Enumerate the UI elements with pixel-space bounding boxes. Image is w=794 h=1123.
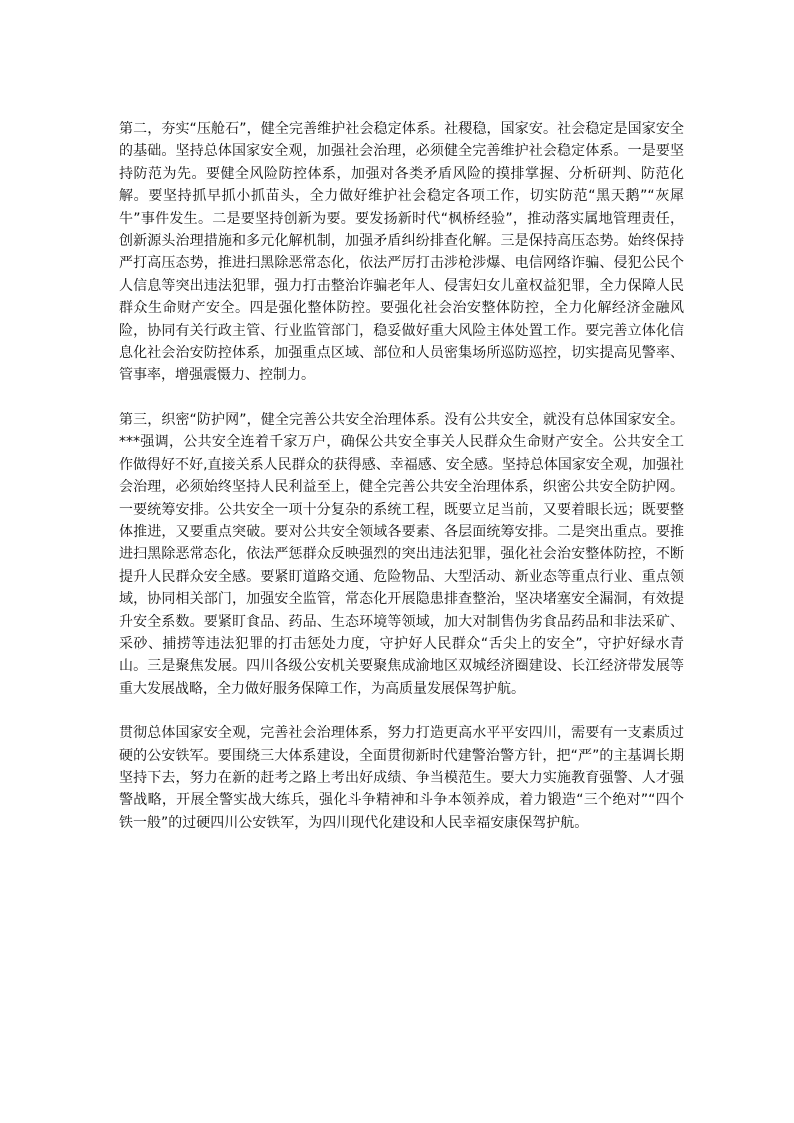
paragraph-social-stability: 第二，夯实“压舱石”，健全完善维护社会稳定体系。社稷稳，国家安。社会稳定是国家安全的基础。坚持总体国家安全观，加强社会治理，必须健全完善维护社会稳定体系。一是要坚持防范为先。要健全风险防控体系，加强对各类矛盾风险的摸排掌握、分析研判、防范化解。要坚持抓早抓小抓苗头，全力做好维护社会稳定各项工作，切实防范“黑天鹅”“灰犀牛”事件发生。二是要坚持创新为要。要发扬新时代“枫桥经验”，推动落实属地管理责任，创新源头治理措施和多元化解机制，加强矛盾纠纷排查化解。三是保持高压态势。始终保持严打高压态势，推进扫黑除恶常态化，依法严厉打击涉枪涉爆、电信网络诈骗、侵犯公民个人信息等突出违法犯罪，强力打击整治诈骗老年人、侵害妇女儿童权益犯罪，全力保障人民群众生命财产安全。四是强化整体防控。要强化社会治安整体防控，全力化解经济金融风险，协同有关行政主管、行业监管部门，稳妥做好重大风险主体处置工作。要完善立体化信息化社会治安防控体系，加强重点区域、部位和人员密集场所巡防巡控，切实提高见警率、管事率，增强震慑力、控制力。 bbox=[119, 121, 684, 384]
paragraph-public-safety: 第三，织密“防护网”，健全完善公共安全治理体系。没有公共安全，就没有总体国家安全。***强调，公共安全连着千家万户，确保公共安全事关人民群众生命财产安全。公共安全工作做得好不好,直接关系人民群众的获得感、幸福感、安全感。坚持总体国家安全观，加强社会治理，必须始终坚持人民利益至上，健全完善公共安全治理体系，织密公共安全防护网。一要统筹安排。公共安全一项十分复杂的系统工程，既要立足当前，又要着眼长远；既要整体推进，又要重点突破。要对公共安全领域各要素、各层面统筹安排。二是突出重点。要推进扫黑除恶常态化，依法严惩群众反映强烈的突出违法犯罪，强化社会治安整体防控，不断提升人民群众安全感。要紧盯道路交通、危险物品、大型活动、新业态等重点行业、重点领域，协同相关部门，加强安全监管，常态化开展隐患排查整治，坚决堵塞安全漏洞，有效提升安全系数。要紧盯食品、药品、生态环境等领域，加大对制售伪劣食品药品和非法采矿、采砂、捕捞等违法犯罪的打击惩处力度，守护好人民群众“舌尖上的安全”，守护好绿水青山。三是聚焦发展。四川各级公安机关要聚焦成渝地区双城经济圈建设、长江经济带发展等重大发展战略，全力做好服务保障工作，为高质量发展保驾护航。 bbox=[119, 411, 684, 697]
document-body bbox=[119, 118, 684, 834]
paragraph-police-force: 贯彻总体国家安全观，完善社会治理体系，努力打造更高水平平安四川，需要有一支素质过硬的公安铁军。要围绕三大体系建设，全面贯彻新时代建警治警方针，把“严”的主基调长期坚持下去，努力在新的赶考之路上考出好成绩、争当模范生。要大力实施教育强警、人才强警战略，开展全警实战大练兵，强化斗争精神和斗争本领养成，着力锻造“三个绝对”“四个铁一般”的过硬四川公安铁军，为四川现代化建设和人民幸福安康保驾护航。 bbox=[119, 725, 684, 831]
